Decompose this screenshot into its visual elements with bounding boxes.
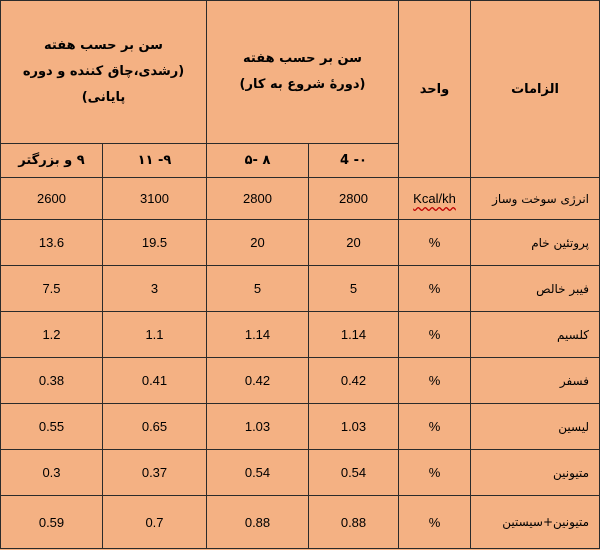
header-group-later-stages: سن بر حسب هفته (رشدی،چاق کننده و دوره پایانی) bbox=[1, 1, 207, 144]
cell-value-5-8: 1.14 bbox=[207, 312, 309, 358]
table-row bbox=[1, 178, 600, 220]
table-row bbox=[1, 496, 600, 549]
cell-value-0-4: 0.54 bbox=[309, 450, 399, 496]
cell-value-5-8: 20 bbox=[207, 220, 309, 266]
cell-value-0-4: 2800 bbox=[309, 178, 399, 220]
cell-requirement-name: فسفر bbox=[471, 358, 600, 404]
cell-unit: % bbox=[399, 450, 471, 496]
cell-value-5-8: 1.03 bbox=[207, 404, 309, 450]
cell-unit: % bbox=[399, 496, 471, 549]
header-group-starter-stage: سن بر حسب هفته (دورهٔ شروع به کار) bbox=[207, 1, 399, 144]
header-requirements: الزامات bbox=[471, 1, 600, 178]
cell-value-9-plus: 0.3 bbox=[1, 450, 103, 496]
cell-requirement-name: پروتئین خام bbox=[471, 220, 600, 266]
cell-value-9-11: 19.5 bbox=[103, 220, 207, 266]
cell-requirement-name: لیسین bbox=[471, 404, 600, 450]
cell-value-9-plus: 13.6 bbox=[1, 220, 103, 266]
cell-value-9-11: 1.1 bbox=[103, 312, 207, 358]
cell-value-9-11: 3100 bbox=[103, 178, 207, 220]
cell-unit: Kcal/kh bbox=[399, 178, 471, 220]
cell-requirement-name: متیونین bbox=[471, 450, 600, 496]
cell-value-9-plus: 7.5 bbox=[1, 266, 103, 312]
cell-value-0-4: 20 bbox=[309, 220, 399, 266]
cell-value-9-plus: 2600 bbox=[1, 178, 103, 220]
cell-value-9-11: 0.37 bbox=[103, 450, 207, 496]
cell-value-9-11: 3 bbox=[103, 266, 207, 312]
cell-unit: % bbox=[399, 220, 471, 266]
cell-unit: % bbox=[399, 312, 471, 358]
header-unit: واحد bbox=[399, 1, 471, 178]
table-row bbox=[1, 358, 600, 404]
cell-requirement-name: متیونین+سیستین bbox=[471, 496, 600, 549]
table-row bbox=[1, 266, 600, 312]
table-row bbox=[1, 404, 600, 450]
cell-value-9-11: 0.41 bbox=[103, 358, 207, 404]
header-age-0-4: ۰- 4 bbox=[309, 144, 399, 178]
cell-unit: % bbox=[399, 404, 471, 450]
header-age-5-8: ۸ -۵ bbox=[207, 144, 309, 178]
cell-value-5-8: 0.42 bbox=[207, 358, 309, 404]
cell-unit: % bbox=[399, 266, 471, 312]
cell-value-9-plus: 0.38 bbox=[1, 358, 103, 404]
cell-value-0-4: 0.88 bbox=[309, 496, 399, 549]
cell-value-5-8: 0.54 bbox=[207, 450, 309, 496]
cell-requirement-name: انرژی سوخت وساز bbox=[471, 178, 600, 220]
cell-value-5-8: 2800 bbox=[207, 178, 309, 220]
cell-value-9-plus: 0.59 bbox=[1, 496, 103, 549]
cell-value-0-4: 5 bbox=[309, 266, 399, 312]
header-age-9-11: ۹- ۱۱ bbox=[103, 144, 207, 178]
cell-value-0-4: 1.14 bbox=[309, 312, 399, 358]
cell-value-9-11: 0.65 bbox=[103, 404, 207, 450]
cell-value-0-4: 1.03 bbox=[309, 404, 399, 450]
table-row bbox=[1, 220, 600, 266]
cell-value-0-4: 0.42 bbox=[309, 358, 399, 404]
table-row bbox=[1, 450, 600, 496]
cell-value-9-11: 0.7 bbox=[103, 496, 207, 549]
cell-unit: % bbox=[399, 358, 471, 404]
cell-requirement-name: فیبر خالص bbox=[471, 266, 600, 312]
cell-requirement-name: کلسیم bbox=[471, 312, 600, 358]
cell-value-5-8: 0.88 bbox=[207, 496, 309, 549]
cell-value-5-8: 5 bbox=[207, 266, 309, 312]
table-row bbox=[1, 312, 600, 358]
cell-value-9-plus: 0.55 bbox=[1, 404, 103, 450]
cell-value-9-plus: 1.2 bbox=[1, 312, 103, 358]
header-age-9-plus: ۹ و بزرگتر bbox=[1, 144, 103, 178]
